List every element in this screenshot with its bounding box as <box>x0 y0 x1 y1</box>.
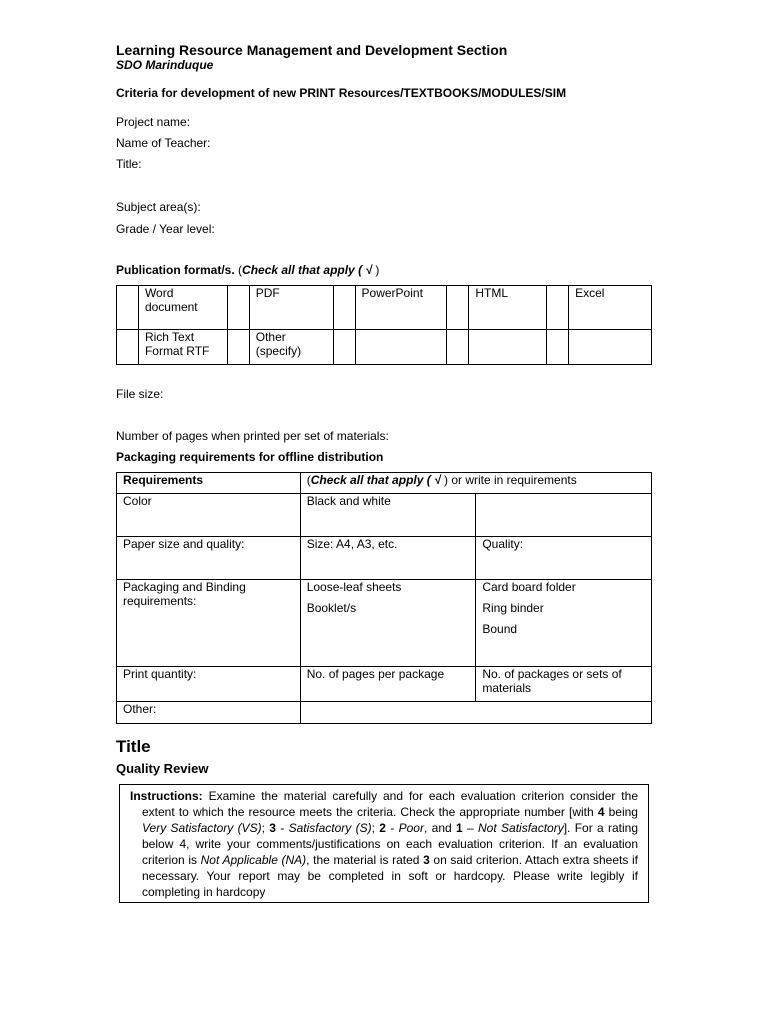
other-field[interactable] <box>300 701 651 723</box>
ring-binder-option[interactable]: Ring binder <box>482 601 544 616</box>
instructions-text: Instructions: Examine the material carefully and for each evaluation criterion consider the extent to which the resource meets the criteria. Check the appropriate number [with 4 being Very Satisfactory (VS); 3 - Satisfactory (S); 2 - Poor, and 1 – Not Satisfactory]. For a rating below 4, write your comments/justifications on each evaluation criterion. If an evaluation criterion is Not Applicable (NA), the material is rated 3 on said criterion. Attach extra sheets if necessary. Your report may be completed in soft or hardcopy. Please write legibly if completing in hardcopy <box>130 789 639 899</box>
paper-size-field[interactable]: Size: A4, A3, etc. <box>300 537 476 580</box>
color-label: Color <box>117 494 301 537</box>
blank-cell <box>469 330 547 365</box>
quality-review-heading: Quality Review <box>116 761 209 776</box>
checkbox-word[interactable] <box>117 286 139 330</box>
binding-options-right <box>476 580 652 666</box>
packaging-title: Packaging requirements for offline distribution <box>116 450 384 464</box>
blank-cell <box>333 330 355 365</box>
cardboard-option[interactable]: Card board folder <box>482 580 576 595</box>
black-white-option[interactable]: Black and white <box>300 494 476 537</box>
grade-level-label: Grade / Year level: <box>116 222 215 236</box>
publication-format-label <box>116 263 379 277</box>
checkbox-powerpoint[interactable] <box>333 286 355 330</box>
subject-area-label: Subject area(s): <box>116 200 201 214</box>
section-title: Learning Resource Management and Development Section <box>116 42 508 58</box>
print-quantity-label: Print quantity: <box>117 666 301 701</box>
checkbox-other[interactable] <box>227 330 249 365</box>
binding-options-left <box>300 580 476 666</box>
color-blank[interactable] <box>476 494 652 537</box>
blank-cell <box>355 330 447 365</box>
header-check: (Check all that apply ( √ ) or write in requirements <box>300 473 651 494</box>
checkbox-rtf[interactable] <box>117 330 139 365</box>
format-powerpoint: PowerPoint <box>355 286 447 330</box>
teacher-name-label: Name of Teacher: <box>116 136 211 150</box>
packaging-table <box>116 472 652 724</box>
loose-leaf-option[interactable]: Loose-leaf sheets <box>306 580 402 595</box>
blank-cell <box>447 330 469 365</box>
instructions-box <box>119 784 649 903</box>
binding-label: Packaging and Binding requirements: <box>117 580 301 666</box>
num-pages-label: Number of pages when printed per set of materials: <box>116 429 389 443</box>
checkbox-pdf[interactable] <box>227 286 249 330</box>
check-all-instruction: Check all that apply ( √ <box>242 263 372 277</box>
format-excel: Excel <box>569 286 652 330</box>
format-rtf: Rich Text Format RTF <box>138 330 227 365</box>
checkbox-excel[interactable] <box>547 286 569 330</box>
header-requirements: Requirements <box>117 473 301 494</box>
title-label: Title: <box>116 157 142 171</box>
blank-cell <box>569 330 652 365</box>
checkbox-html[interactable] <box>447 286 469 330</box>
other-label: Other: <box>117 701 301 723</box>
booklet-option[interactable]: Booklet/s <box>306 601 357 616</box>
review-title: Title <box>116 737 151 756</box>
publication-format-title: Publication format/s. <box>116 263 235 277</box>
publication-format-table <box>116 285 652 365</box>
blank-cell <box>547 330 569 365</box>
file-size-label: File size: <box>116 387 164 401</box>
criteria-title: Criteria for development of new PRINT Resources/TEXTBOOKS/MODULES/SIM <box>116 86 567 100</box>
paper-quality-field[interactable]: Quality: <box>476 537 652 580</box>
format-html: HTML <box>469 286 547 330</box>
publication-close-paren: ) <box>375 263 380 277</box>
publication-open-paren: ( <box>238 263 243 277</box>
format-word: Word document <box>138 286 227 330</box>
bound-option[interactable]: Bound <box>482 622 518 637</box>
project-name-label: Project name: <box>116 115 191 129</box>
pages-per-package-field[interactable]: No. of pages per package <box>300 666 476 701</box>
office-name: SDO Marinduque <box>116 58 214 72</box>
format-pdf: PDF <box>249 286 333 330</box>
format-other: Other (specify) <box>249 330 333 365</box>
packages-count-field[interactable]: No. of packages or sets of materials <box>476 666 652 701</box>
paper-label: Paper size and quality: <box>117 537 301 580</box>
